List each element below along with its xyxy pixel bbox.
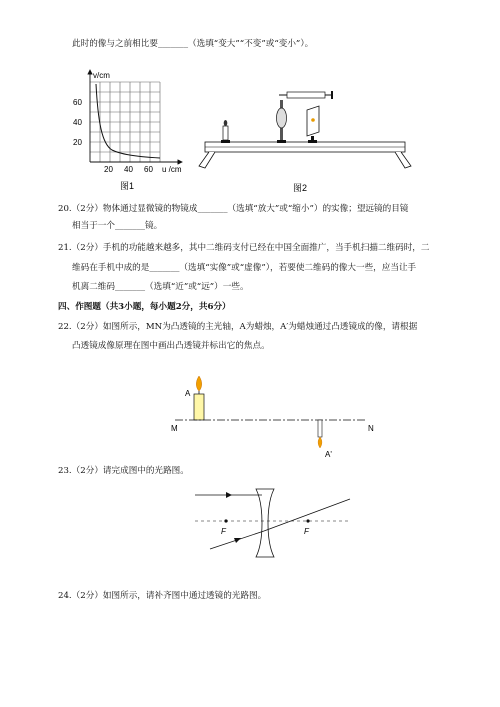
label-M: M	[171, 424, 178, 433]
label-F-left: F	[221, 527, 226, 536]
fig1-curve	[96, 84, 160, 158]
q21-line3: 机离二维码_______（选填“近”或“远”）一些。	[72, 282, 249, 292]
label-A: A	[185, 389, 191, 398]
top-line: 此时的像与之前相比要_______（选填“变大”“不变”或“变小”）。	[72, 39, 314, 49]
fig2-optical-bench	[195, 82, 415, 192]
fig1-y-tick-20: 20	[73, 138, 82, 147]
q20-line1: 20.（2分）物体通过显微镜的物镜成_______（选填“放大”或“缩小”）的实像；望远镜的目镜	[58, 204, 409, 214]
fig1-y-tick-60: 60	[73, 98, 82, 107]
fig2-caption: 图2	[293, 183, 308, 193]
bench-leg-left	[199, 152, 215, 168]
q23-figure	[190, 485, 360, 565]
label-N: N	[368, 424, 374, 433]
fig1-y-unit: v/cm	[93, 71, 110, 80]
candle-A	[194, 376, 204, 420]
label-A-prime: A'	[325, 450, 332, 459]
fig1-x-tick-60: 60	[144, 165, 153, 174]
screen	[307, 106, 319, 143]
bench-leg-right	[395, 152, 411, 168]
lens-holder	[277, 100, 287, 143]
syringe	[279, 91, 333, 99]
fig1-caption: 图1	[120, 181, 135, 191]
q22-line1: 22.（2分）如图所示，MN为凸透镜的主光轴，A为蜡烛，A′为蜡烛通过凸透镜成的像，请根据	[58, 322, 418, 332]
q20-line2: 相当于一个_______镜。	[72, 221, 163, 231]
fig1-x-tick-40: 40	[124, 165, 133, 174]
q22-figure	[165, 362, 425, 462]
fig1-graph	[60, 62, 190, 192]
q23-line1: 23.（2分）请完成图中的光路图。	[58, 466, 189, 476]
section4-heading: 四、作图题（共3小题，每小题2分，共6分）	[58, 302, 231, 312]
fig1-x-tick-20: 20	[104, 165, 113, 174]
candle	[221, 120, 230, 143]
concave-lens	[256, 489, 274, 557]
focus-right	[306, 519, 309, 522]
fig1-y-tick-40: 40	[73, 118, 82, 127]
q22-line2: 凸透镜成像原理在图中画出凸透镜并标出它的焦点。	[72, 341, 270, 351]
focus-left	[224, 519, 227, 522]
q21-line2: 维码在手机中成的是_______（选填“实像”或“虚像”），若要使二维码的像大一些，应当让手	[72, 263, 417, 273]
image-A-prime	[318, 420, 322, 448]
q24-line1: 24.（2分）如图所示，请补齐图中通过透镜的光路图。	[58, 591, 267, 601]
fig1-grid	[90, 82, 160, 162]
q21-line1: 21.（2分）手机的功能越来越多，其中二维码支付已经在中国全面推广，当手机扫描二维码时，二	[58, 243, 430, 253]
fig1-x-unit: u /cm	[162, 165, 182, 174]
label-F-right: F	[304, 527, 309, 536]
